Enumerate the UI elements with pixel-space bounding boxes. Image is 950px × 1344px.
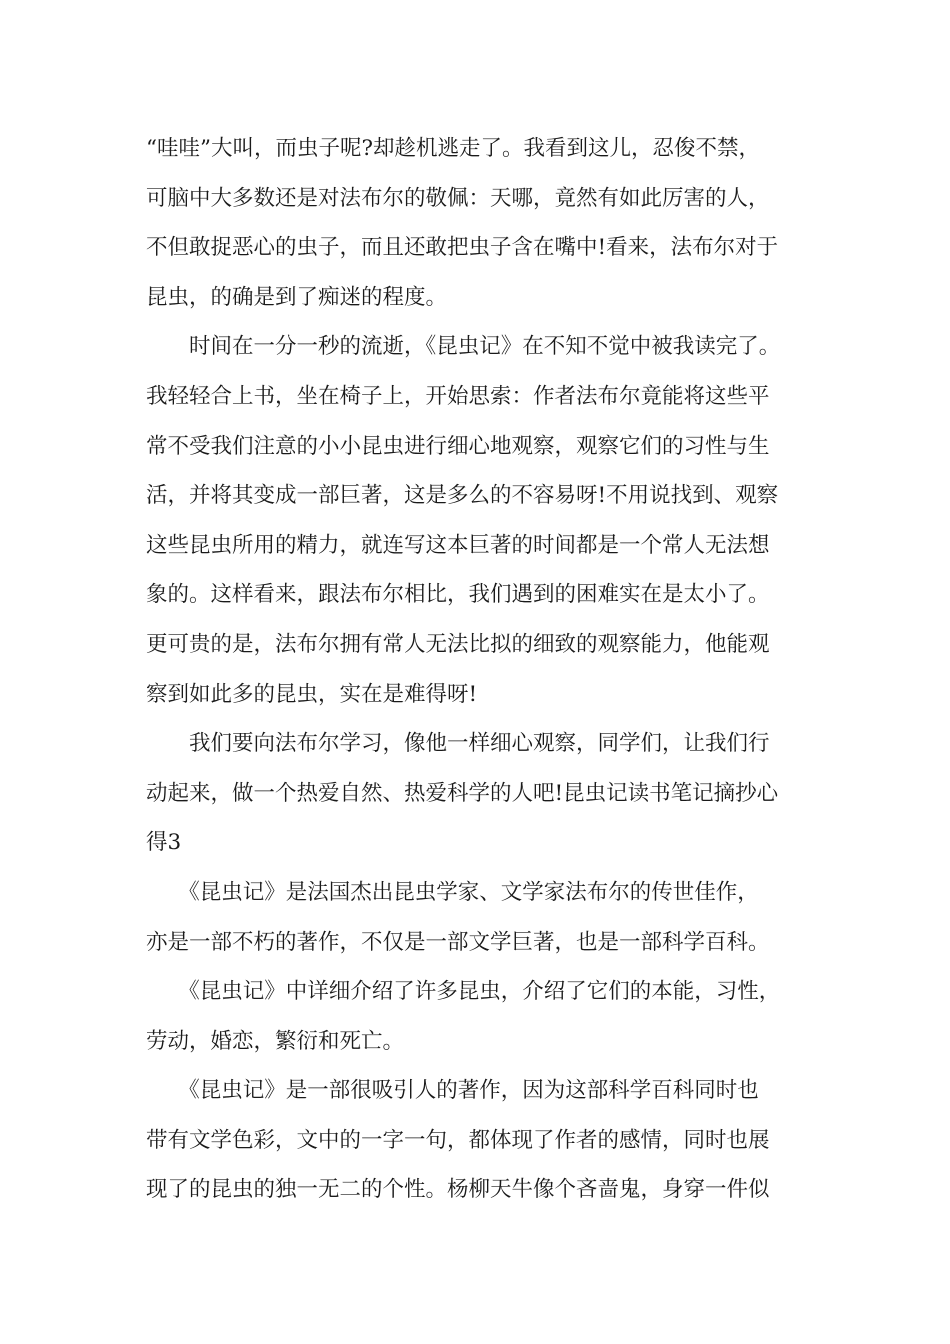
text-line: 劳动，婚恋，繁衍和死亡。 <box>146 1028 405 1054</box>
text-line: 《昆虫记》是一部很吸引人的著作，因为这部科学百科同时也 <box>146 1078 759 1104</box>
text-line: 我轻轻合上书，坐在椅子上，开始思索：作者法布尔竟能将这些平 <box>146 383 770 409</box>
text-line: 更可贵的是，法布尔拥有常人无法比拟的细致的观察能力，他能观 <box>146 631 770 657</box>
text-line: 我们要向法布尔学习，像他一样细心观察，同学们，让我们行 <box>146 731 770 757</box>
text-line: 象的。这样看来，跟法布尔相比，我们遇到的困难实在是太小了。 <box>146 582 770 608</box>
text-line: 昆虫，的确是到了痴迷的程度。 <box>146 284 448 310</box>
text-line: 时间在一分一秒的流逝，《昆虫记》在不知不觉中被我读完了。 <box>146 334 781 360</box>
text-line: 动起来，做一个热爱自然、热爱科学的人吧!昆虫记读书笔记摘抄心 <box>146 780 779 806</box>
text-line: 亦是一部不朽的著作，不仅是一部文学巨著，也是一部科学百科。 <box>146 929 770 955</box>
text-line: 察到如此多的昆虫，实在是难得呀! <box>146 681 478 707</box>
text-line: 得3 <box>146 830 182 856</box>
text-line: 活，并将其变成一部巨著，这是多么的不容易呀!不用说找到、观察 <box>146 483 779 509</box>
document-body <box>146 124 826 1215</box>
text-line: 常不受我们注意的小小昆虫进行细心地观察，观察它们的习性与生 <box>146 433 770 459</box>
text-line: 《昆虫记》中详细介绍了许多昆虫，介绍了它们的本能，习性， <box>146 979 781 1005</box>
text-line: 现了的昆虫的独一无二的个性。杨柳天牛像个吝啬鬼，身穿一件似 <box>146 1177 770 1203</box>
text-line: 《昆虫记》是法国杰出昆虫学家、文学家法布尔的传世佳作， <box>146 879 759 905</box>
text-line: 不但敢捉恶心的虫子，而且还敢把虫子含在嘴中!看来，法布尔对于 <box>146 235 779 261</box>
text-line: 可脑中大多数还是对法布尔的敬佩：天哪，竟然有如此厉害的人， <box>146 185 770 211</box>
text-line: “哇哇”大叫，而虫子呢?却趁机逃走了。我看到这儿，忍俊不禁， <box>146 136 761 161</box>
text-line: 带有文学色彩，文中的一字一句，都体现了作者的感情，同时也展 <box>146 1127 770 1153</box>
text-line: 这些昆虫所用的精力，就连写这本巨著的时间都是一个常人无法想 <box>146 532 770 558</box>
